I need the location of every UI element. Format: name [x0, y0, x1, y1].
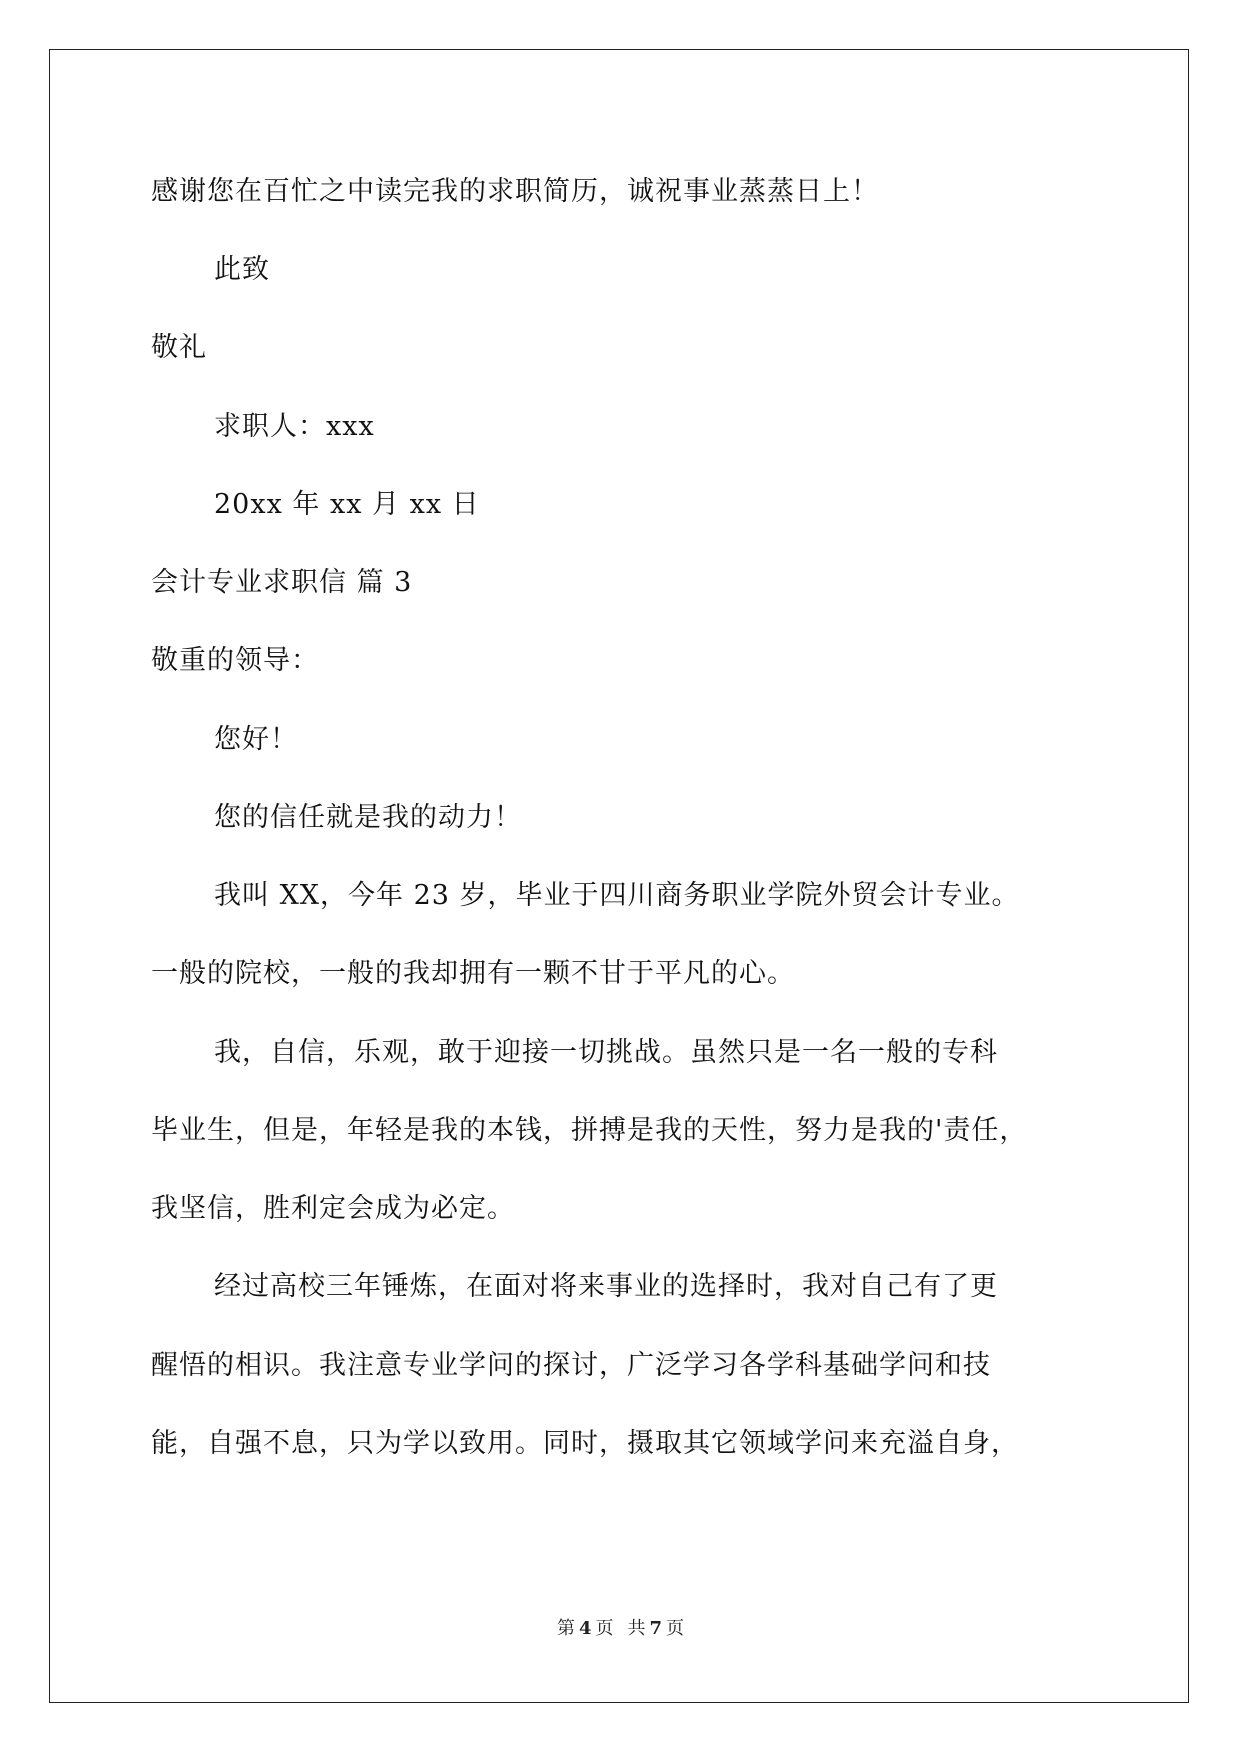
footer-page-unit: 页 — [595, 1618, 614, 1639]
paragraph-line: 我叫 XX，今年 23 岁，毕业于四川商务职业学院外贸会计专业。 — [214, 880, 1020, 911]
footer-total-unit: 页 — [666, 1618, 685, 1639]
greeting-hello: 您好！ — [214, 724, 298, 755]
salutation-cizhi: 此致 — [214, 254, 270, 285]
section-heading: 会计专业求职信 篇 3 — [151, 567, 413, 598]
salutation-jingli: 敬礼 — [151, 332, 207, 363]
paragraph-line: 您的信任就是我的动力！ — [214, 802, 522, 833]
paragraph-line: 醒悟的相识。我注意专业学问的探讨，广泛学习各学科基础学问和技 — [151, 1350, 991, 1381]
paragraph-line: 我坚信，胜利定会成为必定。 — [151, 1193, 515, 1224]
paragraph-line: 毕业生，但是，年轻是我的本钱，拼搏是我的天性，努力是我的'责任， — [151, 1115, 1028, 1146]
footer-total-prefix: 共 — [627, 1618, 646, 1639]
footer-total-pages: 7 — [649, 1618, 663, 1639]
paragraph-line: 一般的院校，一般的我却拥有一颗不甘于平凡的心。 — [151, 958, 795, 989]
letter-greeting: 敬重的领导： — [151, 645, 319, 676]
paragraph-line: 我，自信，乐观，敢于迎接一切挑战。虽然只是一名一般的专科 — [214, 1037, 998, 1068]
closing-line: 感谢您在百忙之中读完我的求职简历，诚祝事业蒸蒸日上！ — [151, 176, 879, 207]
footer-page-number: 4 — [578, 1618, 592, 1639]
signature-date: 20xx 年 xx 月 xx 日 — [214, 489, 480, 520]
page-footer — [0, 1617, 1241, 1641]
paragraph-line: 经过高校三年锤炼，在面对将来事业的选择时，我对自己有了更 — [214, 1271, 998, 1302]
paragraph-line: 能，自强不息，只为学以致用。同时，摄取其它领域学问来充溢自身， — [151, 1428, 1019, 1459]
footer-prefix: 第 — [556, 1618, 575, 1639]
applicant-signature: 求职人：xxx — [214, 411, 375, 442]
